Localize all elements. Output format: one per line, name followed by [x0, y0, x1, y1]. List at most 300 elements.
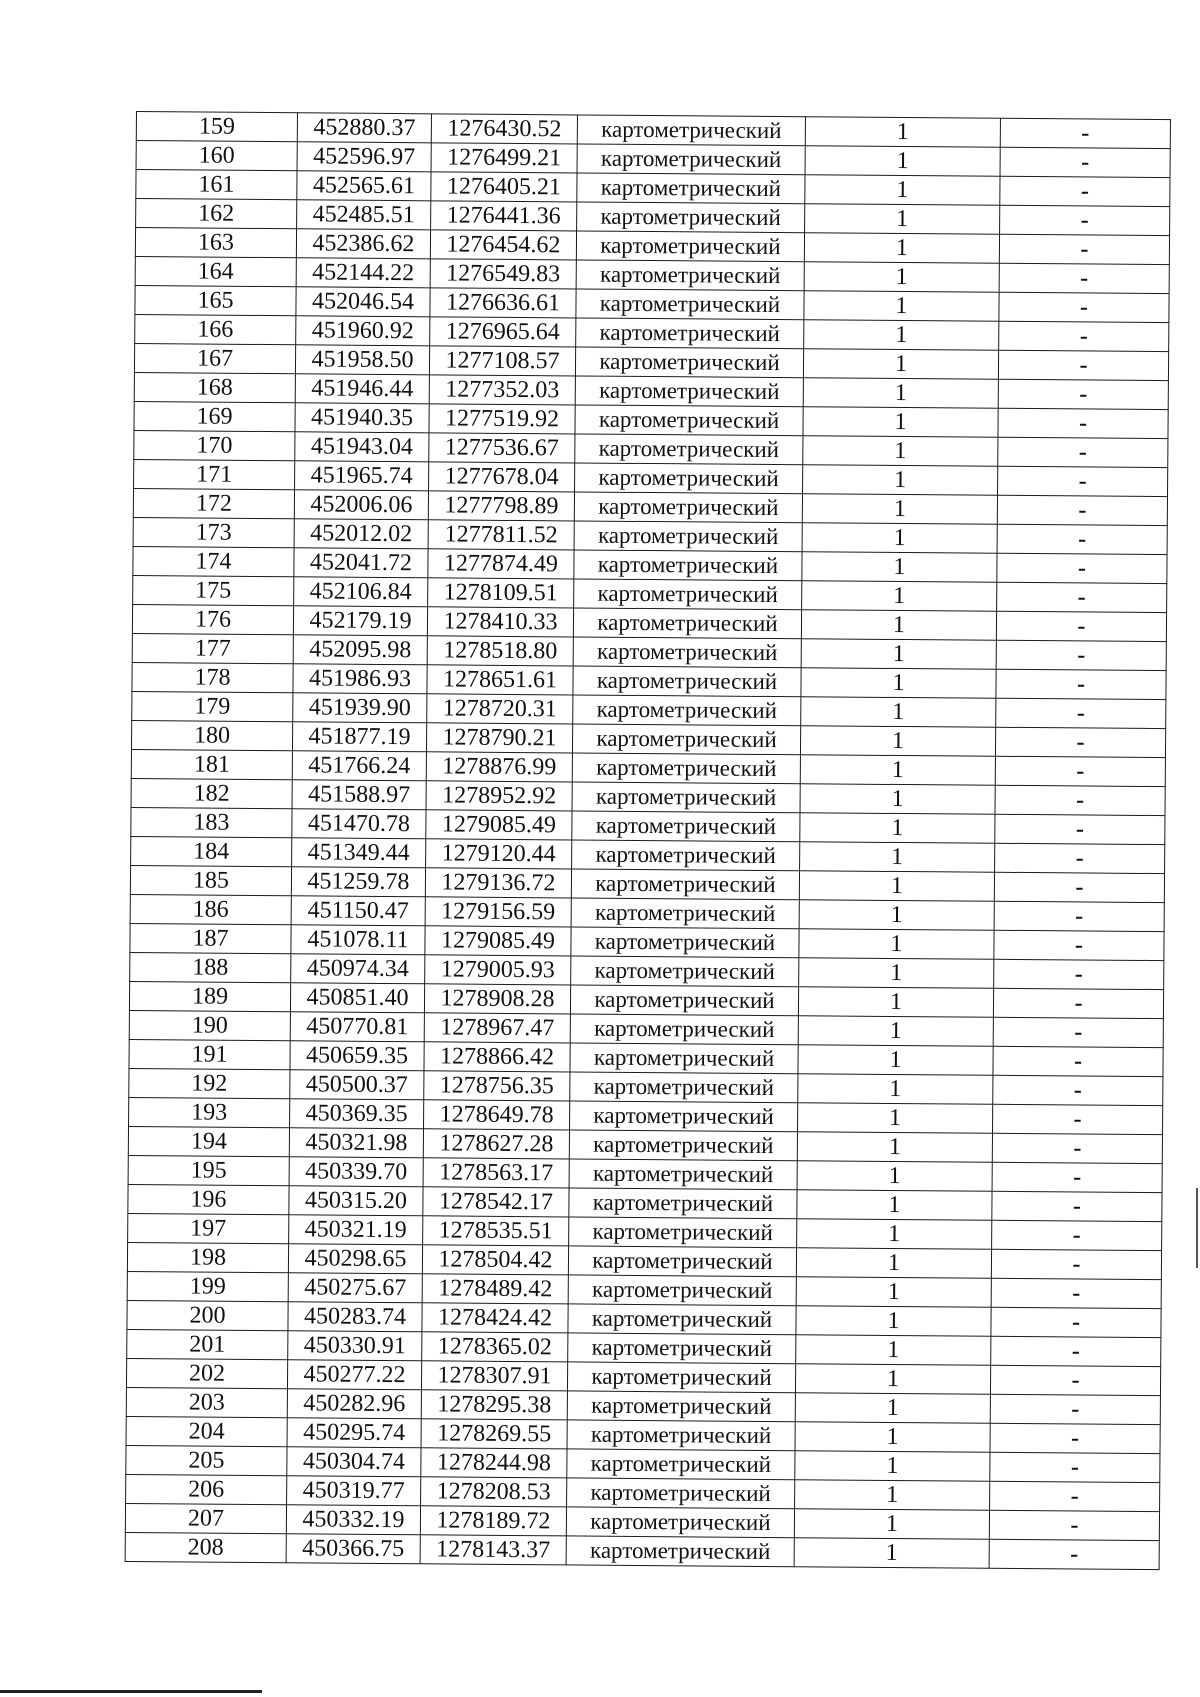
point-number-cell: 167	[134, 343, 295, 373]
x-coordinate-cell: 450283.74	[288, 1302, 422, 1332]
x-coordinate-cell: 451150.47	[291, 896, 425, 926]
description-cell: -	[989, 1539, 1159, 1569]
description-cell: -	[991, 1307, 1161, 1337]
method-cell: картометрический	[567, 1478, 795, 1509]
accuracy-cell: 1	[800, 726, 995, 757]
method-cell: картометрический	[570, 1014, 798, 1045]
method-cell: картометрический	[575, 434, 803, 465]
x-coordinate-cell: 452485.51	[297, 200, 431, 230]
accuracy-cell: 1	[795, 1393, 990, 1424]
y-coordinate-cell: 1278489.42	[422, 1274, 568, 1304]
method-cell: картометрический	[575, 347, 803, 378]
description-cell: -	[992, 1220, 1162, 1250]
method-cell: картометрический	[573, 608, 801, 639]
coordinates-table	[125, 111, 1171, 1570]
accuracy-cell: 1	[795, 1451, 990, 1482]
method-cell: картометрический	[574, 579, 802, 610]
method-cell: картометрический	[574, 492, 802, 523]
x-coordinate-cell: 452179.19	[293, 606, 427, 636]
y-coordinate-cell: 1278109.51	[428, 578, 574, 608]
y-coordinate-cell: 1277874.49	[428, 549, 574, 579]
method-cell: картометрический	[566, 1536, 794, 1567]
point-number-cell: 203	[126, 1387, 287, 1417]
point-number-cell: 191	[129, 1039, 290, 1069]
description-cell: -	[993, 1017, 1163, 1047]
point-number-cell: 179	[132, 691, 293, 721]
y-coordinate-cell: 1278208.53	[421, 1477, 567, 1507]
x-coordinate-cell: 451877.19	[292, 722, 426, 752]
x-coordinate-cell: 450851.40	[290, 983, 424, 1013]
point-number-cell: 176	[132, 604, 293, 634]
y-coordinate-cell: 1278535.51	[423, 1216, 569, 1246]
x-coordinate-cell: 450366.75	[286, 1534, 420, 1564]
method-cell: картометрический	[568, 1275, 796, 1306]
accuracy-cell: 1	[802, 552, 997, 583]
y-coordinate-cell: 1276499.21	[431, 143, 577, 173]
method-cell: картометрический	[575, 405, 803, 436]
point-number-cell: 187	[130, 923, 291, 953]
method-cell: картометрический	[571, 898, 799, 929]
x-coordinate-cell: 451986.93	[293, 664, 427, 694]
accuracy-cell: 1	[798, 987, 993, 1018]
point-number-cell: 173	[133, 517, 294, 547]
accuracy-cell: 1	[794, 1509, 989, 1540]
x-coordinate-cell: 450500.37	[290, 1070, 424, 1100]
x-coordinate-cell: 452596.97	[297, 142, 431, 172]
method-cell: картометрический	[568, 1246, 796, 1277]
point-number-cell: 166	[135, 314, 296, 344]
accuracy-cell: 1	[798, 1045, 993, 1076]
method-cell: картометрический	[567, 1449, 795, 1480]
description-cell: -	[998, 437, 1168, 467]
method-cell: картометрический	[569, 1188, 797, 1219]
x-coordinate-cell: 451965.74	[295, 461, 429, 491]
point-number-cell: 188	[130, 952, 291, 982]
point-number-cell: 168	[134, 372, 295, 402]
accuracy-cell: 1	[804, 233, 999, 264]
y-coordinate-cell: 1278651.61	[427, 665, 573, 695]
point-number-cell: 171	[134, 459, 295, 489]
y-coordinate-cell: 1278244.98	[421, 1448, 567, 1478]
y-coordinate-cell: 1279085.49	[425, 926, 571, 956]
x-coordinate-cell: 450339.70	[289, 1157, 423, 1187]
accuracy-cell: 1	[800, 784, 995, 815]
x-coordinate-cell: 451259.78	[291, 867, 425, 897]
scan-edge-mark	[1196, 1188, 1198, 1268]
x-coordinate-cell: 451940.35	[295, 403, 429, 433]
method-cell: картометрический	[577, 115, 805, 146]
coordinates-table-container	[125, 111, 1171, 1570]
point-number-cell: 174	[133, 546, 294, 576]
y-coordinate-cell: 1278518.80	[427, 636, 573, 666]
description-cell: -	[1000, 147, 1170, 177]
accuracy-cell: 1	[801, 668, 996, 699]
method-cell: картометрический	[572, 753, 800, 784]
x-coordinate-cell: 452041.72	[294, 548, 428, 578]
accuracy-cell: 1	[797, 1132, 992, 1163]
y-coordinate-cell: 1278720.31	[427, 694, 573, 724]
description-cell: -	[999, 263, 1169, 293]
accuracy-cell: 1	[794, 1538, 989, 1569]
point-number-cell: 161	[136, 170, 297, 200]
y-coordinate-cell: 1277811.52	[428, 520, 574, 550]
x-coordinate-cell: 451078.11	[291, 925, 425, 955]
accuracy-cell: 1	[796, 1335, 991, 1366]
method-cell: картометрический	[570, 985, 798, 1016]
description-cell: -	[994, 872, 1164, 902]
x-coordinate-cell: 452106.84	[294, 577, 428, 607]
description-cell: -	[998, 379, 1168, 409]
y-coordinate-cell: 1277678.04	[429, 462, 575, 492]
description-cell: -	[998, 350, 1168, 380]
point-number-cell: 195	[128, 1155, 289, 1185]
description-cell: -	[995, 843, 1165, 873]
y-coordinate-cell: 1278756.35	[424, 1071, 570, 1101]
point-number-cell: 201	[127, 1329, 288, 1359]
accuracy-cell: 1	[800, 813, 995, 844]
accuracy-cell: 1	[799, 958, 994, 989]
description-cell: -	[994, 959, 1164, 989]
description-cell: -	[990, 1423, 1160, 1453]
point-number-cell: 185	[130, 865, 291, 895]
method-cell: картометрический	[573, 666, 801, 697]
y-coordinate-cell: 1279156.59	[425, 897, 571, 927]
x-coordinate-cell: 452880.37	[297, 113, 431, 143]
description-cell: -	[997, 553, 1167, 583]
y-coordinate-cell: 1278866.42	[424, 1042, 570, 1072]
point-number-cell: 192	[129, 1068, 290, 1098]
x-coordinate-cell: 451349.44	[292, 838, 426, 868]
x-coordinate-cell: 450974.34	[291, 954, 425, 984]
method-cell: картометрический	[572, 724, 800, 755]
description-cell: -	[993, 1046, 1163, 1076]
x-coordinate-cell: 450332.19	[286, 1505, 420, 1535]
description-cell: -	[994, 901, 1164, 931]
accuracy-cell: 1	[801, 610, 996, 641]
x-coordinate-cell: 450369.35	[290, 1099, 424, 1129]
description-cell: -	[993, 988, 1163, 1018]
point-number-cell: 169	[134, 401, 295, 431]
description-cell: -	[1000, 118, 1170, 148]
y-coordinate-cell: 1278189.72	[420, 1506, 566, 1536]
method-cell: картометрический	[577, 202, 805, 233]
point-number-cell: 164	[135, 256, 296, 286]
description-cell: -	[1000, 205, 1170, 235]
accuracy-cell: 1	[805, 204, 1000, 235]
accuracy-cell: 1	[802, 494, 997, 525]
x-coordinate-cell: 451470.78	[292, 809, 426, 839]
x-coordinate-cell: 452006.06	[294, 490, 428, 520]
description-cell: -	[995, 785, 1165, 815]
description-cell: -	[998, 408, 1168, 438]
method-cell: картометрический	[577, 144, 805, 175]
point-number-cell: 197	[128, 1213, 289, 1243]
x-coordinate-cell: 451958.50	[295, 345, 429, 375]
y-coordinate-cell: 1276636.61	[430, 288, 576, 318]
description-cell: -	[990, 1365, 1160, 1395]
x-coordinate-cell: 450321.98	[289, 1128, 423, 1158]
accuracy-cell: 1	[800, 842, 995, 873]
point-number-cell: 172	[133, 488, 294, 518]
description-cell: -	[997, 582, 1167, 612]
description-cell: -	[999, 292, 1169, 322]
method-cell: картометрический	[571, 869, 799, 900]
description-cell: -	[996, 640, 1166, 670]
point-number-cell: 206	[126, 1474, 287, 1504]
method-cell: картометрический	[574, 521, 802, 552]
accuracy-cell: 1	[803, 407, 998, 438]
x-coordinate-cell: 450295.74	[287, 1418, 421, 1448]
y-coordinate-cell: 1276441.36	[431, 201, 577, 231]
description-cell: -	[990, 1394, 1160, 1424]
y-coordinate-cell: 1278307.91	[421, 1361, 567, 1391]
accuracy-cell: 1	[805, 117, 1000, 148]
point-number-cell: 175	[133, 575, 294, 605]
y-coordinate-cell: 1277352.03	[429, 375, 575, 405]
point-number-cell: 181	[131, 749, 292, 779]
method-cell: картометрический	[568, 1333, 796, 1364]
method-cell: картометрический	[576, 231, 804, 262]
method-cell: картометрический	[573, 695, 801, 726]
method-cell: картометрический	[568, 1304, 796, 1335]
description-cell: -	[995, 814, 1165, 844]
accuracy-cell: 1	[800, 755, 995, 786]
point-number-cell: 183	[131, 807, 292, 837]
x-coordinate-cell: 450304.74	[287, 1447, 421, 1477]
y-coordinate-cell: 1279085.49	[426, 810, 572, 840]
x-coordinate-cell: 450282.96	[287, 1389, 421, 1419]
accuracy-cell: 1	[799, 871, 994, 902]
point-number-cell: 160	[136, 141, 297, 171]
y-coordinate-cell: 1276965.64	[430, 317, 576, 347]
method-cell: картометрический	[577, 173, 805, 204]
accuracy-cell: 1	[801, 639, 996, 670]
description-cell: -	[990, 1452, 1160, 1482]
accuracy-cell: 1	[803, 349, 998, 380]
description-cell: -	[992, 1104, 1162, 1134]
point-number-cell: 170	[134, 430, 295, 460]
point-number-cell: 200	[127, 1300, 288, 1330]
method-cell: картометрический	[576, 260, 804, 291]
point-number-cell: 204	[126, 1416, 287, 1446]
point-number-cell: 159	[136, 112, 297, 142]
y-coordinate-cell: 1276549.83	[430, 259, 576, 289]
x-coordinate-cell: 450277.22	[287, 1360, 421, 1390]
x-coordinate-cell: 452012.02	[294, 519, 428, 549]
description-cell: -	[994, 930, 1164, 960]
point-number-cell: 205	[126, 1445, 287, 1475]
description-cell: -	[995, 727, 1165, 757]
point-number-cell: 199	[127, 1271, 288, 1301]
method-cell: картометрический	[575, 463, 803, 494]
accuracy-cell: 1	[796, 1277, 991, 1308]
point-number-cell: 193	[129, 1097, 290, 1127]
method-cell: картометрический	[571, 956, 799, 987]
footer-rule	[0, 1690, 262, 1693]
description-cell: -	[998, 466, 1168, 496]
accuracy-cell: 1	[799, 900, 994, 931]
description-cell: -	[991, 1278, 1161, 1308]
method-cell: картометрический	[570, 1101, 798, 1132]
x-coordinate-cell: 451943.04	[295, 432, 429, 462]
y-coordinate-cell: 1278504.42	[422, 1245, 568, 1275]
accuracy-cell: 1	[796, 1248, 991, 1279]
method-cell: картометрический	[571, 927, 799, 958]
y-coordinate-cell: 1277536.67	[429, 433, 575, 463]
table-body	[125, 112, 1170, 1570]
x-coordinate-cell: 452095.98	[293, 635, 427, 665]
y-coordinate-cell: 1278269.55	[421, 1419, 567, 1449]
x-coordinate-cell: 452386.62	[296, 229, 430, 259]
method-cell: картометрический	[570, 1072, 798, 1103]
accuracy-cell: 1	[798, 1103, 993, 1134]
point-number-cell: 177	[132, 633, 293, 663]
point-number-cell: 184	[131, 836, 292, 866]
accuracy-cell: 1	[803, 436, 998, 467]
accuracy-cell: 1	[805, 146, 1000, 177]
x-coordinate-cell: 450298.65	[288, 1244, 422, 1274]
method-cell: картометрический	[574, 550, 802, 581]
y-coordinate-cell: 1278410.33	[427, 607, 573, 637]
accuracy-cell: 1	[804, 320, 999, 351]
accuracy-cell: 1	[798, 1016, 993, 1047]
y-coordinate-cell: 1276430.52	[431, 114, 577, 144]
y-coordinate-cell: 1278627.28	[423, 1129, 569, 1159]
accuracy-cell: 1	[797, 1190, 992, 1221]
x-coordinate-cell: 450315.20	[289, 1186, 423, 1216]
y-coordinate-cell: 1278908.28	[424, 984, 570, 1014]
y-coordinate-cell: 1279120.44	[426, 839, 572, 869]
method-cell: картометрический	[576, 289, 804, 320]
x-coordinate-cell: 452565.61	[297, 171, 431, 201]
x-coordinate-cell: 450321.19	[289, 1215, 423, 1245]
x-coordinate-cell: 450770.81	[290, 1012, 424, 1042]
accuracy-cell: 1	[802, 523, 997, 554]
method-cell: картометрический	[575, 376, 803, 407]
x-coordinate-cell: 452144.22	[296, 258, 430, 288]
y-coordinate-cell: 1278563.17	[423, 1158, 569, 1188]
description-cell: -	[993, 1075, 1163, 1105]
accuracy-cell: 1	[803, 378, 998, 409]
y-coordinate-cell: 1278295.38	[421, 1390, 567, 1420]
x-coordinate-cell: 451588.97	[292, 780, 426, 810]
x-coordinate-cell: 451766.24	[292, 751, 426, 781]
method-cell: картометрический	[569, 1159, 797, 1190]
description-cell: -	[996, 611, 1166, 641]
method-cell: картометрический	[572, 840, 800, 871]
accuracy-cell: 1	[795, 1480, 990, 1511]
accuracy-cell: 1	[804, 262, 999, 293]
method-cell: картометрический	[569, 1217, 797, 1248]
accuracy-cell: 1	[797, 1219, 992, 1250]
x-coordinate-cell: 451946.44	[295, 374, 429, 404]
y-coordinate-cell: 1278952.92	[426, 781, 572, 811]
description-cell: -	[990, 1481, 1160, 1511]
description-cell: -	[991, 1336, 1161, 1366]
y-coordinate-cell: 1279136.72	[425, 868, 571, 898]
accuracy-cell: 1	[795, 1364, 990, 1395]
description-cell: -	[999, 234, 1169, 264]
point-number-cell: 189	[129, 981, 290, 1011]
point-number-cell: 165	[135, 285, 296, 315]
y-coordinate-cell: 1276405.21	[431, 172, 577, 202]
accuracy-cell: 1	[805, 175, 1000, 206]
x-coordinate-cell: 450330.91	[288, 1331, 422, 1361]
point-number-cell: 182	[131, 778, 292, 808]
accuracy-cell: 1	[798, 1074, 993, 1105]
method-cell: картометрический	[567, 1391, 795, 1422]
point-number-cell: 194	[128, 1126, 289, 1156]
method-cell: картометрический	[567, 1420, 795, 1451]
description-cell: -	[991, 1249, 1161, 1279]
y-coordinate-cell: 1278143.37	[420, 1535, 566, 1565]
method-cell: картометрический	[569, 1130, 797, 1161]
description-cell: -	[996, 698, 1166, 728]
point-number-cell: 178	[132, 662, 293, 692]
x-coordinate-cell: 450659.35	[290, 1041, 424, 1071]
y-coordinate-cell: 1278542.17	[423, 1187, 569, 1217]
point-number-cell: 163	[135, 228, 296, 258]
accuracy-cell: 1	[799, 929, 994, 960]
description-cell: -	[999, 321, 1169, 351]
x-coordinate-cell: 451939.90	[293, 693, 427, 723]
method-cell: картометрический	[576, 318, 804, 349]
y-coordinate-cell: 1278424.42	[422, 1303, 568, 1333]
accuracy-cell: 1	[796, 1306, 991, 1337]
point-number-cell: 180	[131, 720, 292, 750]
y-coordinate-cell: 1278876.99	[426, 752, 572, 782]
point-number-cell: 196	[128, 1184, 289, 1214]
method-cell: картометрический	[573, 637, 801, 668]
description-cell: -	[992, 1133, 1162, 1163]
y-coordinate-cell: 1278365.02	[422, 1332, 568, 1362]
description-cell: -	[997, 524, 1167, 554]
method-cell: картометрический	[570, 1043, 798, 1074]
y-coordinate-cell: 1276454.62	[430, 230, 576, 260]
accuracy-cell: 1	[804, 291, 999, 322]
method-cell: картометрический	[567, 1362, 795, 1393]
x-coordinate-cell: 450275.67	[288, 1273, 422, 1303]
y-coordinate-cell: 1279005.93	[425, 955, 571, 985]
point-number-cell: 162	[136, 199, 297, 229]
y-coordinate-cell: 1277108.57	[429, 346, 575, 376]
y-coordinate-cell: 1277519.92	[429, 404, 575, 434]
point-number-cell: 208	[125, 1532, 286, 1562]
method-cell: картометрический	[572, 782, 800, 813]
description-cell: -	[989, 1510, 1159, 1540]
y-coordinate-cell: 1278967.47	[424, 1013, 570, 1043]
y-coordinate-cell: 1278790.21	[426, 723, 572, 753]
accuracy-cell: 1	[797, 1161, 992, 1192]
point-number-cell: 202	[126, 1358, 287, 1388]
method-cell: картометрический	[566, 1507, 794, 1538]
x-coordinate-cell: 451960.92	[296, 316, 430, 346]
accuracy-cell: 1	[802, 581, 997, 612]
method-cell: картометрический	[572, 811, 800, 842]
description-cell: -	[997, 495, 1167, 525]
point-number-cell: 190	[129, 1010, 290, 1040]
accuracy-cell: 1	[801, 697, 996, 728]
point-number-cell: 207	[125, 1503, 286, 1533]
description-cell: -	[992, 1162, 1162, 1192]
description-cell: -	[992, 1191, 1162, 1221]
x-coordinate-cell: 450319.77	[287, 1476, 421, 1506]
description-cell: -	[996, 669, 1166, 699]
point-number-cell: 198	[127, 1242, 288, 1272]
description-cell: -	[1000, 176, 1170, 206]
accuracy-cell: 1	[795, 1422, 990, 1453]
y-coordinate-cell: 1277798.89	[428, 491, 574, 521]
